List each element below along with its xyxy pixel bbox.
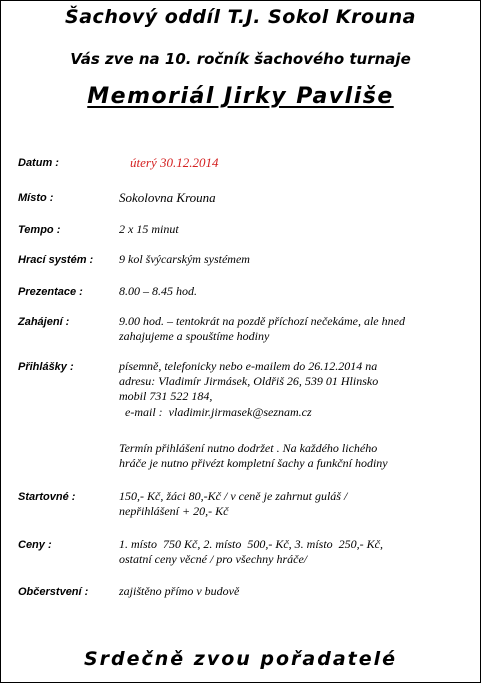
start-value-line: 9.00 hod. – tentokrát na pozdě příchozí nečekáme, ale hned <box>119 314 405 328</box>
refreshments-label: Občerstvení : <box>18 586 89 598</box>
tempo-label: Tempo : <box>18 224 61 236</box>
invite-subheading: Vás zve na 10. ročník šachového turnaje <box>70 50 411 68</box>
refreshments-value: zajištěno přímo v budově <box>119 584 240 598</box>
tournament-title-text: Memoriál Jirky Pavliše <box>87 84 394 109</box>
entry-fee-line: 150,- Kč, žáci 80,-Kč / v ceně je zahrnut guláš / <box>119 489 348 503</box>
registration-time-label: Prezentace : <box>18 286 83 298</box>
applications-note-line: Termín přihlášení nutno dodržet . Na každého lichého <box>119 441 378 455</box>
date-label: Datum : <box>18 157 59 169</box>
place-value: Sokolovna Krouna <box>119 190 216 205</box>
game-system-label: Hrací systém : <box>18 254 94 266</box>
prizes-label: Ceny : <box>18 539 52 551</box>
start-value-line: zahajujeme a spouštíme hodiny <box>119 329 270 343</box>
email-line: e-mail : vladimir.jirmasek@seznam.cz <box>119 405 312 419</box>
applications-line: písemně, telefonicky nebo e-mailem do 26.12.2014 na <box>119 359 378 373</box>
entry-fee-line: nepřihlášení + 20,- Kč <box>119 504 229 518</box>
prizes-line: ostatní ceny věcné / pro všechny hráče/ <box>119 552 308 566</box>
applications-line: adresu: Vladimír Jirmásek, Oldřiš 26, 539 01 Hlinsko <box>119 374 379 388</box>
start-label: Zahájení : <box>18 316 70 328</box>
place-label: Místo : <box>18 192 54 204</box>
tempo-value: 2 x 15 minut <box>119 222 179 236</box>
registration-time-value: 8.00 – 8.45 hod. <box>119 284 197 298</box>
prizes-line: 1. místo 750 Kč, 2. místo 500,- Kč, 3. místo 250,- Kč, <box>119 537 383 551</box>
applications-label: Přihlášky : <box>18 361 74 373</box>
game-system-value: 9 kol švýcarským systémem <box>119 252 250 266</box>
entry-fee-label: Startovné : <box>18 491 76 503</box>
tournament-title <box>0 84 481 109</box>
club-heading: Šachový oddíl T.J. Sokol Krouna <box>65 6 416 28</box>
applications-line: mobil 731 522 184, <box>119 389 213 403</box>
applications-note-line: hráče je nutno přivézt kompletní šachy a funkční hodiny <box>119 456 388 470</box>
closing-line: Srdečně zvou pořadatelé <box>83 648 398 670</box>
date-value: úterý 30.12.2014 <box>130 155 219 170</box>
